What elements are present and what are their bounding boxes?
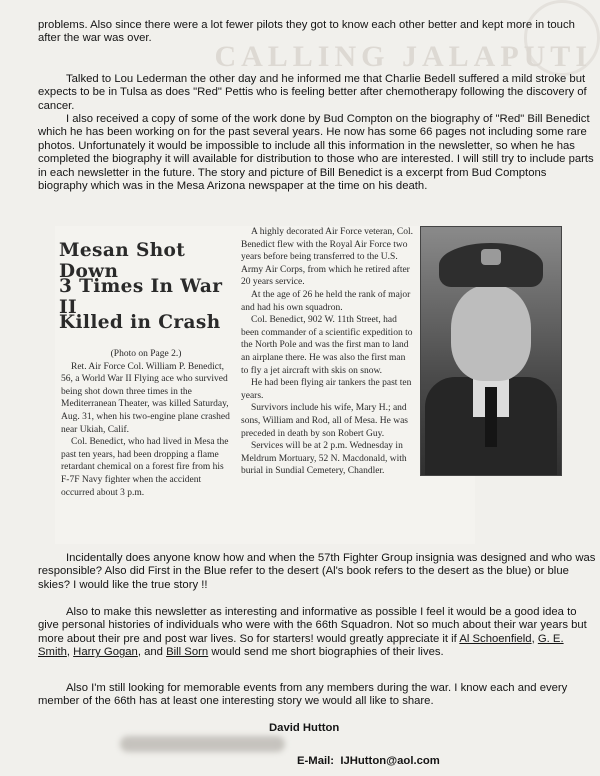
histories-text-end: would send me short biographies of their lives.	[208, 646, 444, 659]
name-schoenfield: Al Schoenfield	[459, 632, 532, 645]
clipping-col2-para-6: Services will be at 2 p.m. Wednesday in Meldrum Mortuary, 52 N. Macdonald, with burial in Sundial Cemetery, Chandler.	[241, 441, 407, 477]
redacted-address	[120, 736, 285, 752]
photo-tie	[485, 387, 497, 447]
photo-face	[451, 285, 531, 381]
clipping-col2-para-1: A highly decorated Air Force veteran, Col. Benedict flew with the Royal Air Force two years before being transferred to the U.S. Army Air Corps, from which he retired after 20 years service.	[241, 227, 413, 288]
headline-line-3: Killed in Crash	[59, 312, 221, 333]
clipping-col2-para-2: At the age of 26 he held the rank of major and had his own squadron.	[241, 289, 411, 313]
email-label: E-Mail:	[297, 755, 335, 767]
paragraph-events: Also I'm still looking for memorable events from any members during the war. I know each and every member of the 66th has at least one interesting story we would all like to share.	[38, 682, 568, 708]
paragraph-intro: problems. Also since there were a lot fewer pilots they got to know each other better and kept more in touch after the war was over.	[38, 19, 575, 45]
signature: David Hutton	[269, 722, 340, 734]
paragraph-lederman: Talked to Lou Lederman the other day and he informed me that Charlie Bedell suffered a mild stroke but expects to be in Tulsa as does "Red" Pettis who is feeling better after chemotherapy following the discovery of cancer.	[38, 73, 587, 112]
name-gogan: Harry Gogan	[73, 646, 138, 659]
faded-masthead: CALLING JALAPUTI	[214, 40, 592, 73]
clipping-col1-para-1: Ret. Air Force Col. William P. Benedict, 56, a World War II Flying ace who survived being shot down three times in the Mediterranean Theater, was killed Saturday, Aug. 31, when his two-engine plane crashed near Ukiah, Calif.	[61, 361, 230, 435]
email-line	[297, 755, 440, 767]
clipping-col1-para-2: Col. Benedict, who had lived in Mesa the past ten years, had been dropping a flame retardant chemical on a forest fire from his F-7F Navy fighter when the accident occurred about 3 p.m.	[61, 437, 229, 498]
headline-line-2: 3 Times In War II	[59, 276, 223, 318]
clipping-col2-para-3: Col. Benedict, 902 W. 11th Street, had been commander of a scientific expedition to the North Pole and was the first man to land an airplane there. He was also the first man to fly a jet aircraft with skis on snow.	[241, 315, 413, 376]
clipping-col2-para-4: He had been flying air tankers the past ten years.	[241, 378, 412, 401]
headline-line-1: Mesan Shot Down	[59, 240, 186, 282]
photo-cap-badge	[481, 249, 501, 265]
clipping-column-1	[61, 348, 231, 499]
paragraph-biography: I also received a copy of some of the work done by Bud Compton on the biography of "Red" Bill Benedict which he has been working on for the past several years. He now has some 66 pages not including some rare photos. Unfortunately it would be impossible to include all this information in the newsletter, so when he has completed the biography it will available for distribution to those who are interested. I will still try to include parts in each newsletter in the future. The story and picture of Bill Benedict is a excerpt from Bud Comptons biography which was in the Mesa Arizona newspaper at the time on his death.	[38, 113, 594, 193]
portrait-photo	[420, 226, 562, 476]
paragraph-insignia: Incidentally does anyone know how and when the 57th Fighter Group insignia was designed and who was responsible? Also did First in the Blue refer to the desert (Al's book refers to the desert as the blue) or blue skies? I would like the true story !!	[38, 552, 596, 591]
paragraph-histories: Also to make this newsletter as interesting and informative as possible I feel it would be a good idea to give personal histories of individuals who were with the 66th Squadron. Not so much about their war years but more about their pre and post war lives. So for starters! would greatly appreciate it if Al Schoenfield, G. E. Smith, Harry Gogan, and Bill Sorn would send me short biographies of their lives.	[38, 606, 587, 659]
histories-text: Also to make this newsletter as interesting and informative as possible I feel it would be a good idea to give personal histories of individuals who were with the 66th Squadron. Not so much about their war years but more about their pre and post war lives. So for starters! would greatly appreciate it if	[38, 606, 587, 645]
clipping-col2-para-5: Survivors include his wife, Mary H.; and sons, William and Rod, all of Mesa. He was preceded in death by son Robert Guy.	[241, 403, 408, 439]
newspaper-clipping	[55, 226, 475, 544]
clipping-column-2	[241, 226, 415, 478]
name-smith: G. E. Smith	[38, 632, 564, 659]
name-sorn: Bill Sorn	[166, 646, 209, 659]
photo-note: (Photo on Page 2.)	[110, 349, 182, 359]
email-address[interactable]: IJHutton@aol.com	[340, 755, 440, 767]
